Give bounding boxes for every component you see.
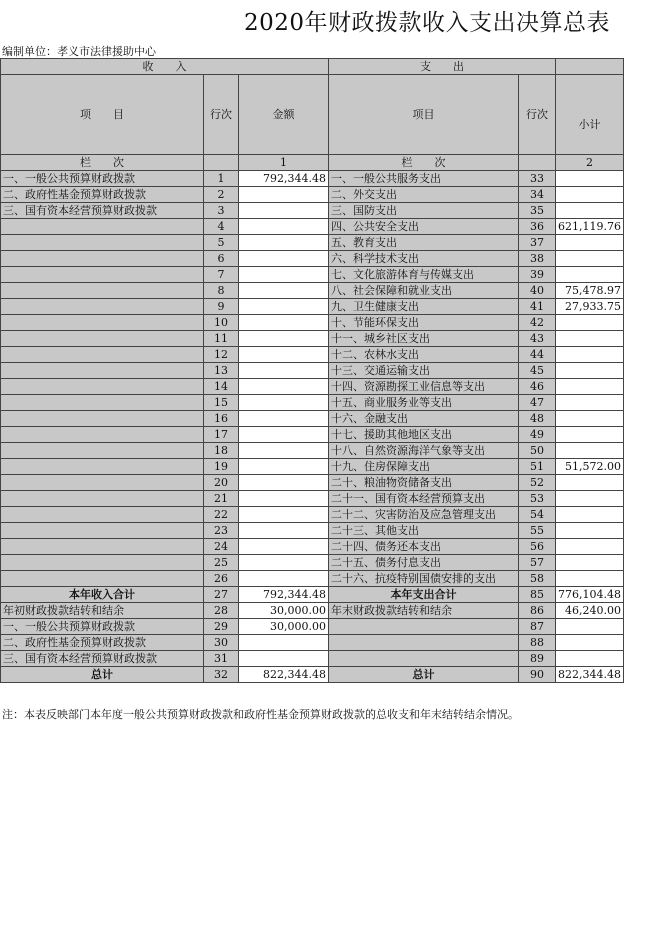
- income-item-cell: [1, 427, 204, 443]
- expense-row-no-cell: 48: [519, 411, 556, 427]
- income-amount-cell: [239, 363, 329, 379]
- expense-amount-cell: [556, 267, 624, 283]
- expense-item-cell: [329, 635, 519, 651]
- income-item-cell: 一、一般公共预算财政拨款: [1, 171, 204, 187]
- income-item-cell: [1, 299, 204, 315]
- income-row-no-cell: 31: [204, 651, 239, 667]
- expense-row-no-header: 行次: [519, 75, 556, 155]
- expense-row-no-cell: 88: [519, 635, 556, 651]
- table-row: [1, 411, 624, 427]
- expense-amount-cell: 621,119.76: [556, 219, 624, 235]
- total-row: [1, 603, 624, 619]
- income-item-cell: [1, 251, 204, 267]
- expense-amount-cell: 776,104.48: [556, 587, 624, 603]
- income-row-no-cell: 23: [204, 523, 239, 539]
- column-blank: [204, 155, 239, 171]
- expense-item-cell: 五、教育支出: [329, 235, 519, 251]
- expense-row-no-cell: 35: [519, 203, 556, 219]
- expense-amount-cell: [556, 651, 624, 667]
- table-row: [1, 299, 624, 315]
- table-row: [1, 267, 624, 283]
- income-row-no-cell: 32: [204, 667, 239, 683]
- expense-amount-cell: 46,240.00: [556, 603, 624, 619]
- expense-item-header: 项目: [329, 75, 519, 155]
- expense-item-cell: 二十、粮油物资储备支出: [329, 475, 519, 491]
- income-row-no-cell: 14: [204, 379, 239, 395]
- income-row-no-cell: 8: [204, 283, 239, 299]
- expense-row-no-cell: 41: [519, 299, 556, 315]
- expense-amount-cell: 822,344.48: [556, 667, 624, 683]
- expense-amount-cell: [556, 203, 624, 219]
- income-row-no-cell: 18: [204, 443, 239, 459]
- table-row: [1, 363, 624, 379]
- expense-row-no-cell: 56: [519, 539, 556, 555]
- income-item-cell: [1, 219, 204, 235]
- income-item-cell: 本年收入合计: [1, 587, 204, 603]
- income-row-no-cell: 29: [204, 619, 239, 635]
- expense-row-no-cell: 57: [519, 555, 556, 571]
- income-amount-cell: 30,000.00: [239, 603, 329, 619]
- income-amount-cell: [239, 555, 329, 571]
- expense-item-cell: 十三、交通运输支出: [329, 363, 519, 379]
- table-row: [1, 395, 624, 411]
- expense-item-cell: 二十三、其他支出: [329, 523, 519, 539]
- table-row: [1, 203, 624, 219]
- amount-header: 金额: [239, 75, 329, 155]
- expense-item-cell: 十、节能环保支出: [329, 315, 519, 331]
- table-row: [1, 283, 624, 299]
- income-item-cell: [1, 283, 204, 299]
- expense-row-no-cell: 33: [519, 171, 556, 187]
- expense-amount-cell: [556, 491, 624, 507]
- column-one: 1: [239, 155, 329, 171]
- income-row-no-cell: 30: [204, 635, 239, 651]
- expense-item-cell: 四、公共安全支出: [329, 219, 519, 235]
- income-amount-cell: [239, 443, 329, 459]
- income-item-cell: [1, 443, 204, 459]
- header-row-top: [1, 59, 624, 75]
- table-row: [1, 523, 624, 539]
- table-row: [1, 475, 624, 491]
- income-header: 收 入: [1, 59, 329, 75]
- income-row-no-cell: 21: [204, 491, 239, 507]
- income-row-no-cell: 7: [204, 267, 239, 283]
- expense-amount-cell: 75,478.97: [556, 283, 624, 299]
- income-row-no-cell: 15: [204, 395, 239, 411]
- total-row: [1, 667, 624, 683]
- expense-row-no-cell: 89: [519, 651, 556, 667]
- table-row: [1, 347, 624, 363]
- expense-amount-cell: [556, 363, 624, 379]
- total-row: [1, 619, 624, 635]
- income-row-no-cell: 10: [204, 315, 239, 331]
- income-item-cell: 二、政府性基金预算财政拨款: [1, 635, 204, 651]
- income-item-cell: [1, 571, 204, 587]
- income-item-cell: [1, 507, 204, 523]
- expense-item-cell: 十五、商业服务业等支出: [329, 395, 519, 411]
- expense-amount-cell: [556, 171, 624, 187]
- column-label-2: 栏 次: [329, 155, 519, 171]
- expense-item-cell: 十八、自然资源海洋气象等支出: [329, 443, 519, 459]
- expense-row-no-cell: 37: [519, 235, 556, 251]
- income-item-cell: 二、政府性基金预算财政拨款: [1, 187, 204, 203]
- income-item-cell: [1, 523, 204, 539]
- table-row: [1, 443, 624, 459]
- item-header: 项 目: [1, 75, 204, 155]
- income-row-no-cell: 4: [204, 219, 239, 235]
- total-row: [1, 587, 624, 603]
- expense-item-cell: 本年支出合计: [329, 587, 519, 603]
- expense-header: 支 出: [329, 59, 556, 75]
- expense-amount-cell: [556, 395, 624, 411]
- income-item-cell: [1, 491, 204, 507]
- expense-item-cell: 二、外交支出: [329, 187, 519, 203]
- expense-amount-cell: [556, 235, 624, 251]
- expense-item-cell: 九、卫生健康支出: [329, 299, 519, 315]
- table-row: [1, 427, 624, 443]
- income-row-no-cell: 28: [204, 603, 239, 619]
- expense-item-cell: 十九、住房保障支出: [329, 459, 519, 475]
- income-amount-cell: [239, 379, 329, 395]
- table-row: [1, 459, 624, 475]
- income-row-no-cell: 17: [204, 427, 239, 443]
- income-item-cell: [1, 395, 204, 411]
- expense-row-no-cell: 46: [519, 379, 556, 395]
- income-item-cell: 年初财政拨款结转和结余: [1, 603, 204, 619]
- total-row: [1, 635, 624, 651]
- income-amount-cell: [239, 347, 329, 363]
- income-row-no-cell: 9: [204, 299, 239, 315]
- expense-item-cell: 一、一般公共服务支出: [329, 171, 519, 187]
- income-item-cell: 一、一般公共预算财政拨款: [1, 619, 204, 635]
- expense-amount-cell: [556, 251, 624, 267]
- expense-row-no-cell: 45: [519, 363, 556, 379]
- table-row: [1, 555, 624, 571]
- header-row-main: [1, 75, 624, 155]
- expense-row-no-cell: 90: [519, 667, 556, 683]
- column-blank-2: [519, 155, 556, 171]
- income-row-no-cell: 20: [204, 475, 239, 491]
- income-amount-cell: [239, 523, 329, 539]
- table-row: [1, 571, 624, 587]
- income-row-no-cell: 2: [204, 187, 239, 203]
- expense-row-no-cell: 58: [519, 571, 556, 587]
- budget-table: [0, 58, 624, 683]
- income-amount-cell: [239, 571, 329, 587]
- income-item-cell: [1, 555, 204, 571]
- expense-row-no-cell: 85: [519, 587, 556, 603]
- column-two: 2: [556, 155, 624, 171]
- expense-row-no-cell: 36: [519, 219, 556, 235]
- income-item-cell: 总计: [1, 667, 204, 683]
- table-row: [1, 219, 624, 235]
- income-row-no-cell: 12: [204, 347, 239, 363]
- row-no-header: 行次: [204, 75, 239, 155]
- expense-row-no-cell: 47: [519, 395, 556, 411]
- income-row-no-cell: 27: [204, 587, 239, 603]
- expense-item-cell: 六、科学技术支出: [329, 251, 519, 267]
- expense-item-cell: 十一、城乡社区支出: [329, 331, 519, 347]
- income-row-no-cell: 16: [204, 411, 239, 427]
- expense-item-cell: 十七、援助其他地区支出: [329, 427, 519, 443]
- income-amount-cell: [239, 427, 329, 443]
- expense-item-cell: 八、社会保障和就业支出: [329, 283, 519, 299]
- income-amount-cell: [239, 395, 329, 411]
- income-row-no-cell: 1: [204, 171, 239, 187]
- expense-amount-cell: [556, 475, 624, 491]
- expense-item-cell: 总计: [329, 667, 519, 683]
- income-item-cell: [1, 267, 204, 283]
- income-amount-cell: [239, 219, 329, 235]
- income-item-cell: [1, 363, 204, 379]
- expense-amount-cell: [556, 555, 624, 571]
- expense-header-tail: [556, 59, 624, 75]
- income-amount-cell: [239, 203, 329, 219]
- expense-item-cell: 十六、金融支出: [329, 411, 519, 427]
- income-item-cell: 三、国有资本经营预算财政拨款: [1, 651, 204, 667]
- income-amount-cell: [239, 331, 329, 347]
- income-amount-cell: [239, 411, 329, 427]
- income-row-no-cell: 3: [204, 203, 239, 219]
- report-title: 2020年财政拨款收入支出决算总表: [243, 10, 610, 36]
- expense-row-no-cell: 50: [519, 443, 556, 459]
- expense-row-no-cell: 40: [519, 283, 556, 299]
- income-row-no-cell: 26: [204, 571, 239, 587]
- expense-item-cell: 二十五、债务付息支出: [329, 555, 519, 571]
- income-amount-cell: [239, 315, 329, 331]
- income-item-cell: [1, 315, 204, 331]
- income-row-no-cell: 24: [204, 539, 239, 555]
- income-amount-cell: 792,344.48: [239, 587, 329, 603]
- table-row: [1, 235, 624, 251]
- income-amount-cell: [239, 635, 329, 651]
- income-amount-cell: [239, 235, 329, 251]
- expense-amount-cell: [556, 411, 624, 427]
- expense-row-no-cell: 52: [519, 475, 556, 491]
- expense-item-cell: 七、文化旅游体育与传媒支出: [329, 267, 519, 283]
- income-row-no-cell: 11: [204, 331, 239, 347]
- expense-item-cell: 十二、农林水支出: [329, 347, 519, 363]
- income-amount-cell: [239, 507, 329, 523]
- expense-item-cell: 二十一、国有资本经营预算支出: [329, 491, 519, 507]
- expense-row-no-cell: 53: [519, 491, 556, 507]
- expense-amount-cell: [556, 187, 624, 203]
- income-amount-cell: [239, 651, 329, 667]
- expense-item-cell: [329, 619, 519, 635]
- income-item-cell: [1, 411, 204, 427]
- income-item-cell: 三、国有资本经营预算财政拨款: [1, 203, 204, 219]
- column-label: 栏 次: [1, 155, 204, 171]
- income-amount-cell: [239, 475, 329, 491]
- income-item-cell: [1, 331, 204, 347]
- income-row-no-cell: 22: [204, 507, 239, 523]
- income-item-cell: [1, 379, 204, 395]
- expense-item-cell: 三、国防支出: [329, 203, 519, 219]
- income-item-cell: [1, 475, 204, 491]
- expense-row-no-cell: 44: [519, 347, 556, 363]
- income-item-cell: [1, 347, 204, 363]
- income-amount-cell: [239, 459, 329, 475]
- income-item-cell: [1, 235, 204, 251]
- footnote: 注：本表反映部门本年度一般公共预算财政拨款和政府性基金预算财政拨款的总收支和年末结转结余情况。: [2, 708, 519, 721]
- expense-amount-cell: [556, 523, 624, 539]
- expense-item-cell: [329, 651, 519, 667]
- expense-row-no-cell: 38: [519, 251, 556, 267]
- income-row-no-cell: 6: [204, 251, 239, 267]
- table-row: [1, 187, 624, 203]
- income-row-no-cell: 19: [204, 459, 239, 475]
- expense-amount-cell: [556, 315, 624, 331]
- income-amount-cell: 792,344.48: [239, 171, 329, 187]
- expense-amount-cell: [556, 635, 624, 651]
- expense-row-no-cell: 49: [519, 427, 556, 443]
- income-amount-cell: [239, 267, 329, 283]
- expense-amount-cell: [556, 427, 624, 443]
- expense-amount-cell: [556, 347, 624, 363]
- table-row: [1, 539, 624, 555]
- expense-row-no-cell: 86: [519, 603, 556, 619]
- expense-row-no-cell: 43: [519, 331, 556, 347]
- income-amount-cell: [239, 251, 329, 267]
- column-index-row: [1, 155, 624, 171]
- table-row: [1, 251, 624, 267]
- income-row-no-cell: 13: [204, 363, 239, 379]
- income-amount-cell: [239, 283, 329, 299]
- expense-amount-cell: 27,933.75: [556, 299, 624, 315]
- income-row-no-cell: 5: [204, 235, 239, 251]
- table-row: [1, 331, 624, 347]
- income-amount-cell: 822,344.48: [239, 667, 329, 683]
- reporting-unit: 编制单位：孝义市法律援助中心: [2, 45, 156, 58]
- table-row: [1, 507, 624, 523]
- expense-amount-cell: [556, 443, 624, 459]
- expense-row-no-cell: 87: [519, 619, 556, 635]
- table-row: [1, 379, 624, 395]
- expense-amount-cell: [556, 331, 624, 347]
- table-row: [1, 315, 624, 331]
- expense-row-no-cell: 54: [519, 507, 556, 523]
- expense-amount-cell: [556, 507, 624, 523]
- expense-item-cell: 二十二、灾害防治及应急管理支出: [329, 507, 519, 523]
- expense-item-cell: 年末财政拨款结转和结余: [329, 603, 519, 619]
- expense-item-cell: 十四、资源勘探工业信息等支出: [329, 379, 519, 395]
- income-item-cell: [1, 539, 204, 555]
- expense-item-cell: 二十四、债务还本支出: [329, 539, 519, 555]
- income-row-no-cell: 25: [204, 555, 239, 571]
- expense-amount-cell: [556, 379, 624, 395]
- income-amount-cell: [239, 491, 329, 507]
- expense-amount-cell: 51,572.00: [556, 459, 624, 475]
- income-item-cell: [1, 459, 204, 475]
- expense-row-no-cell: 34: [519, 187, 556, 203]
- income-amount-cell: [239, 299, 329, 315]
- income-amount-cell: 30,000.00: [239, 619, 329, 635]
- expense-row-no-cell: 39: [519, 267, 556, 283]
- table-row: [1, 491, 624, 507]
- table-row: [1, 171, 624, 187]
- income-amount-cell: [239, 539, 329, 555]
- income-amount-cell: [239, 187, 329, 203]
- expense-row-no-cell: 42: [519, 315, 556, 331]
- expense-row-no-cell: 55: [519, 523, 556, 539]
- total-row: [1, 651, 624, 667]
- expense-item-cell: 二十六、抗疫特别国债安排的支出: [329, 571, 519, 587]
- subtotal-header: 小计: [556, 75, 624, 155]
- expense-amount-cell: [556, 619, 624, 635]
- expense-amount-cell: [556, 571, 624, 587]
- expense-amount-cell: [556, 539, 624, 555]
- expense-row-no-cell: 51: [519, 459, 556, 475]
